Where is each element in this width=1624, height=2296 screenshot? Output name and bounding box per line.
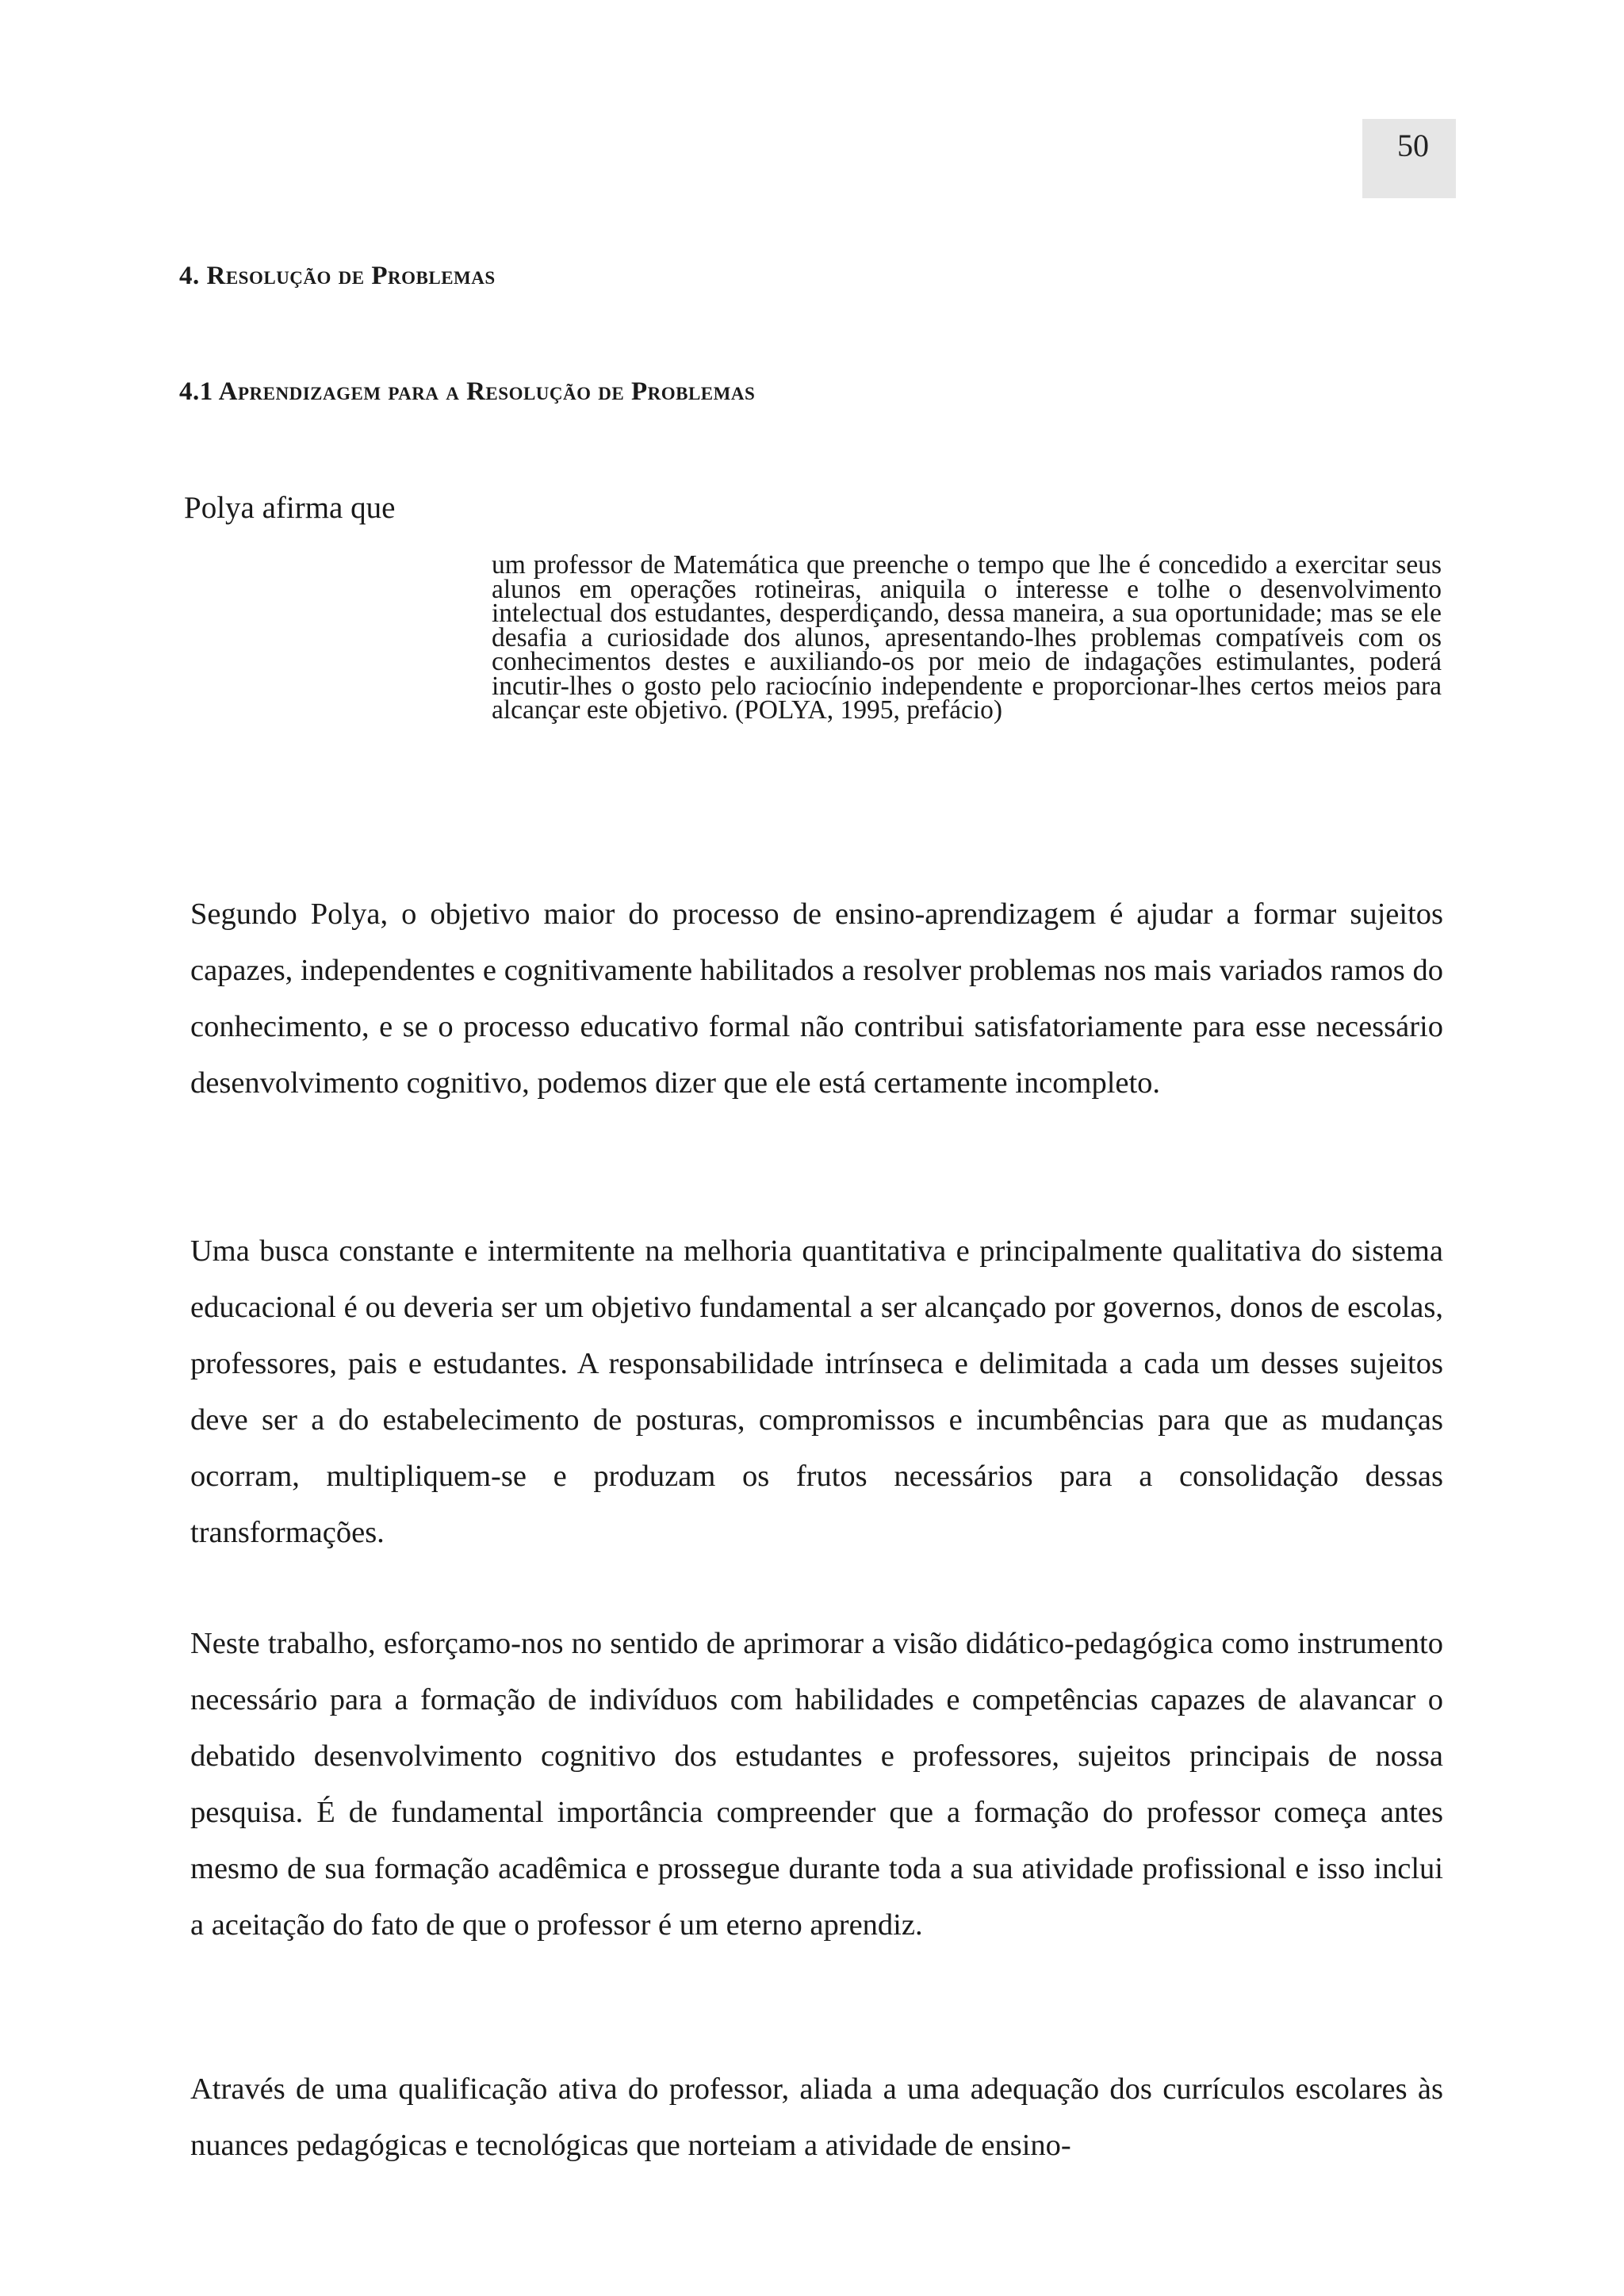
paragraph: Neste trabalho, esforçamo-nos no sentido de aprimorar a visão didático-pedagógica como instrumento necessário para a formação de indivíduos com habilidades e competências capazes de alavancar o debatido desenvolvimento cognitivo dos estudantes e professores, sujeitos principais de nossa pesquisa. É de fundamental importância compreender que a formação do professor começa antes mesmo de sua formação acadêmica e prossegue durante toda a sua atividade profissional e isso inclui a aceitação do fato de que o professor é um eterno aprendiz.	[190, 1627, 1443, 1942]
paragraph: Segundo Polya, o objetivo maior do processo de ensino-aprendizagem é ajudar a formar sujeitos capazes, independentes e cognitivamente habilitados a resolver problemas nos mais variados ramos do conhecimento, e se o processo educativo formal não contribui satisfatoriamente para esse necessário desenvolvimento cognitivo, podemos dizer que ele está certamente incompleto.	[190, 897, 1443, 1100]
chapter-heading: 4. Resolução de Problemas	[179, 262, 496, 290]
paragraph: Uma busca constante e intermitente na melhoria quantitativa e principalmente qualitativa do sistema educacional é ou deveria ser um objetivo fundamental a ser alcançado por governos, donos de escolas, professores, pais e estudantes. A responsabilidade intrínseca e delimitada a cada um desses sujeitos deve ser a do estabelecimento de posturas, compromissos e incumbências para que as mudanças ocorram, multipliquem-se e produzam os frutos necessários para a consolidação dessas transformações.	[190, 1234, 1443, 1549]
page-number: 50	[1397, 128, 1429, 163]
section-heading: 4.1 Aprendizagem para a Resolução de Problemas	[179, 377, 756, 406]
intro-text: Polya afirma que	[184, 491, 396, 525]
paragraph: Através de uma qualificação ativa do professor, aliada a uma adequação dos currículos escolares às nuances pedagógicas e tecnológicas que norteiam a atividade de ensino-	[190, 2072, 1443, 2162]
block-quote: um professor de Matemática que preenche o tempo que lhe é concedido a exercitar seus alunos em operações rotineiras, aniquila o interesse e tolhe o desenvolvimento intelectual dos estudantes, desperdiçando, dessa maneira, a sua oportunidade; mas se ele desafia a curiosidade dos alunos, apresentando-lhes problemas compatíveis com os conhecimentos destes e auxiliando-os por meio de indagações estimulantes, poderá incutir-lhes o gosto pelo raciocínio independente e proporcionar-lhes certos meios para alcançar este objetivo. (POLYA, 1995, prefácio)	[492, 550, 1442, 725]
